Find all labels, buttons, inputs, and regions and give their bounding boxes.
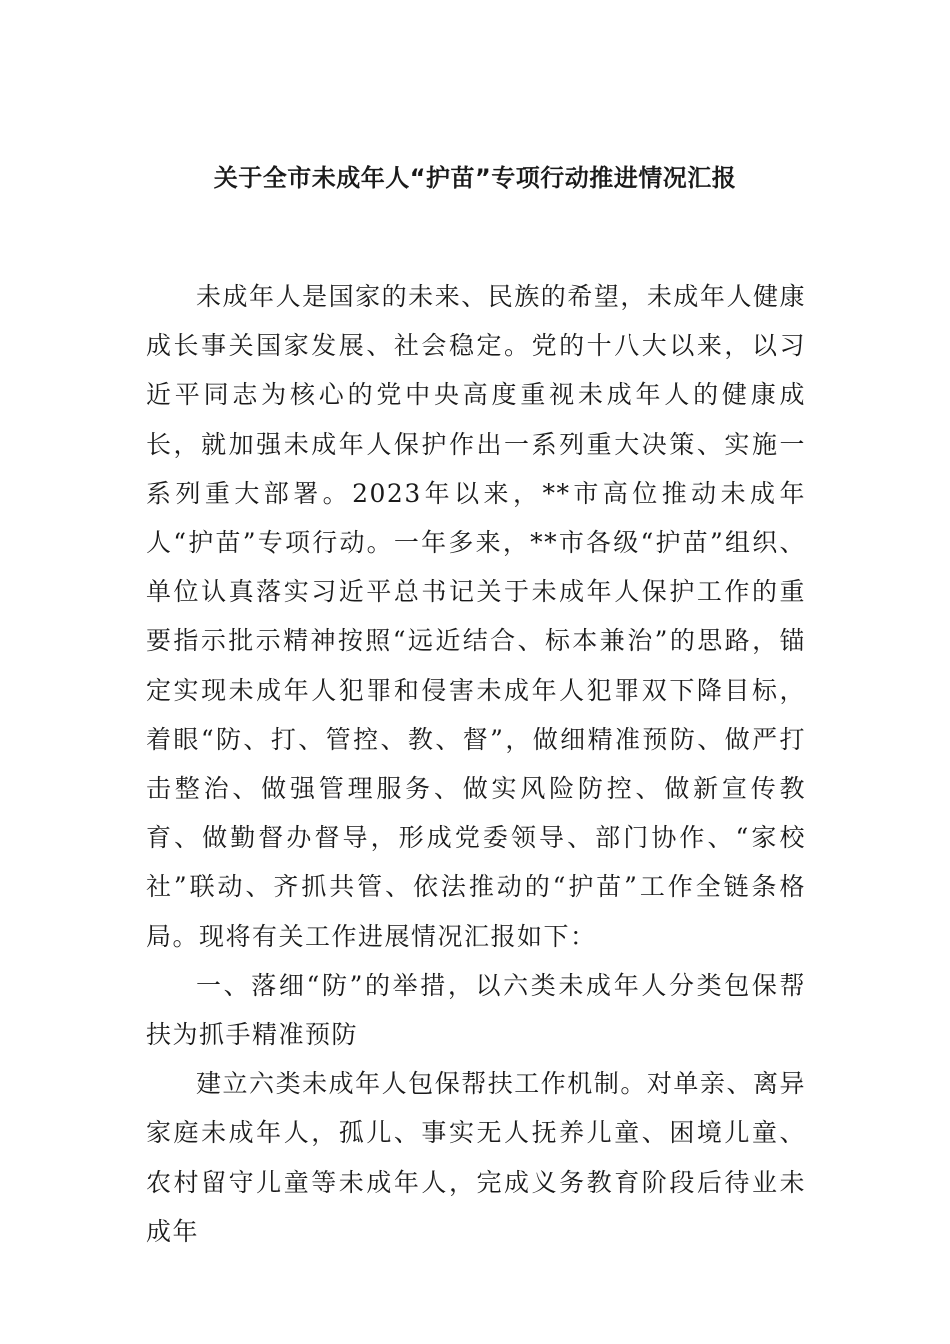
paragraph-intro: 未成年人是国家的未来、民族的希望，未成年人健康成长事关国家发展、社会稳定。党的十八大以来，以习近平同志为核心的党中央高度重视未成年人的健康成长，就加强未成年人保护作出一系列重大决策、实施一系列重大部署。2023年以来，**市高位推动未成年人“护苗”专项行动。一年多来，**市各级“护苗”组织、单位认真落实习近平总书记关于未成年人保护工作的重要指示批示精神按照“远近结合、标本兼治”的思路，锚定实现未成年人犯罪和侵害未成年人犯罪双下降目标，着眼“防、打、管控、教、督”，做细精准预防、做严打击整治、做强管理服务、做实风险防控、做新宣传教育、做勤督办督导，形成党委领导、部门协作、“家校社”联动、齐抓共管、依法推动的“护苗”工作全链条格局。现将有关工作进展情况汇报如下： <box>146 282 806 951</box>
paragraph-section-1: 建立六类未成年人包保帮扶工作机制。对单亲、离异家庭未成年人，孤儿、事实无人抚养儿童、困境儿童、农村留守儿童等未成年人，完成义务教育阶段后待业未成年 <box>146 1069 806 1246</box>
document-body <box>146 272 806 1256</box>
section-heading-1: 一、落细“防”的举措，以六类未成年人分类包保帮扶为抓手精准预防 <box>146 970 806 1050</box>
document-title: 关于全市未成年人“护苗”专项行动推进情况汇报 <box>213 164 737 192</box>
